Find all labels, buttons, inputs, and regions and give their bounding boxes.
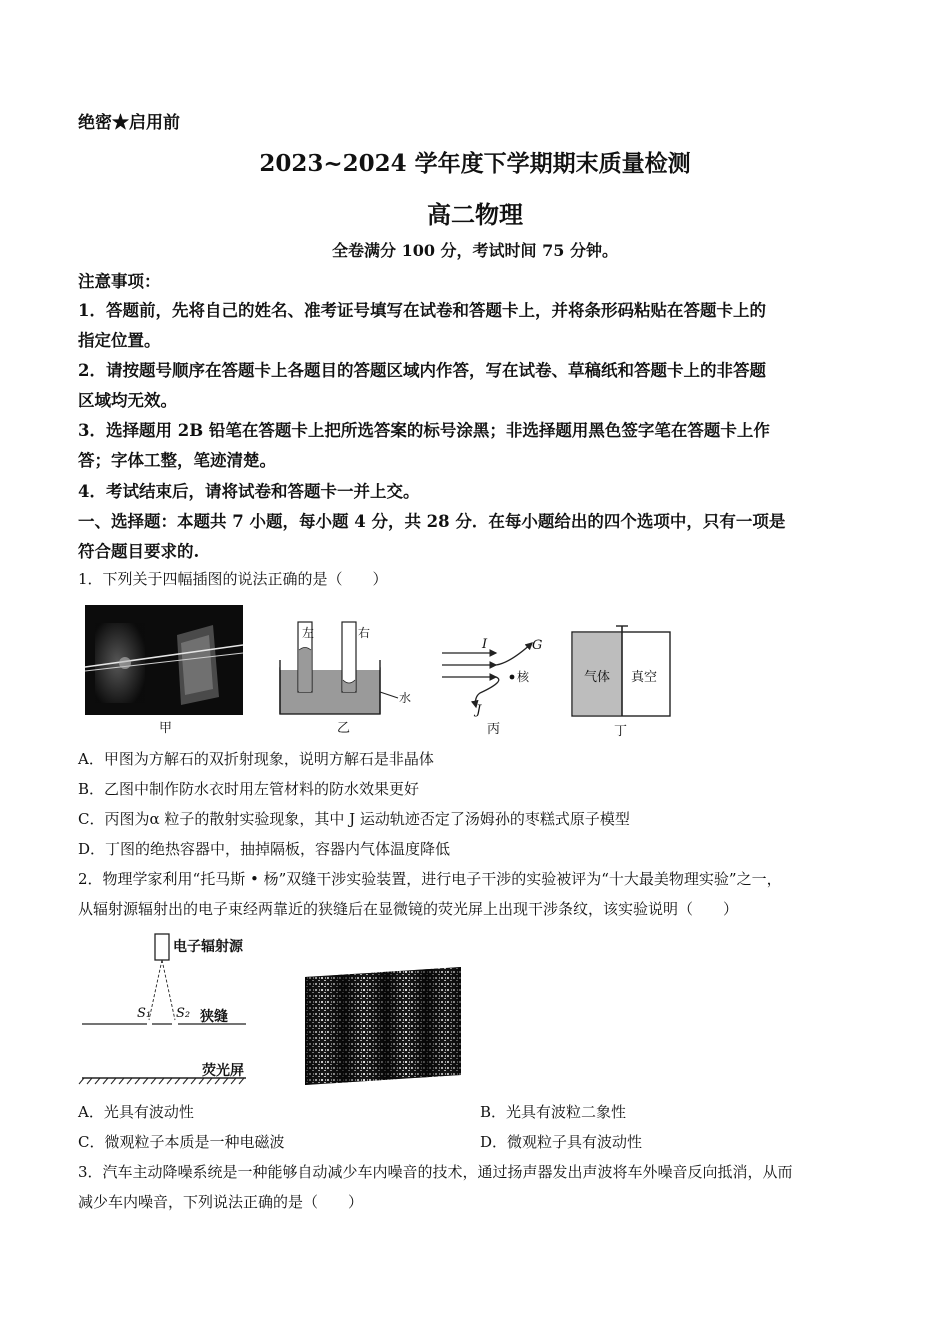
question-1-option-a[interactable]: A．甲图为方解石的双折射现象，说明方解石是非晶体 <box>78 750 434 768</box>
figure-label-G: G <box>532 638 543 653</box>
question-1-option-c[interactable]: C．丙图为α 粒子的散射实验现象，其中 J 运动轨迹否定了汤姆孙的枣糕式原子模型 <box>78 810 630 828</box>
figure-label-gas: 气体 <box>584 670 611 685</box>
notice-line: 3．选择题用 2B 铅笔在答题卡上把所选答案的标号涂黑；非选择题用黑色签字笔在答题卡上作 <box>78 421 770 440</box>
question-2-option-a[interactable]: A．光具有波动性 <box>78 1103 194 1121</box>
question-2-option-c[interactable]: C．微观粒子本质是一种电磁波 <box>78 1133 285 1151</box>
figure-label-I: I <box>482 637 488 652</box>
figure-calcite-photo <box>85 605 243 715</box>
figure-capillary-tubes <box>272 620 412 720</box>
notice-line: 答；字体工整，笔迹清楚。 <box>78 451 276 470</box>
figure-label-J: J <box>476 703 482 718</box>
figure-label-right: 右 <box>358 626 371 640</box>
notice-heading: 注意事项： <box>78 272 161 291</box>
question-3-stem: 3．汽车主动降噪系统是一种能够自动减少车内噪音的技术，通过扬声器发出声波将车外噪音反向抵消，从而 <box>78 1163 793 1181</box>
figure-label-nucleus: 核 <box>517 670 530 684</box>
notice-line: 区域均无效。 <box>78 391 177 410</box>
figure-label-vacuum: 真空 <box>631 670 658 685</box>
question-3-stem: 减少车内噪音，下列说法正确的是（ ） <box>78 1193 364 1211</box>
figure-label-water: 水 <box>399 691 412 705</box>
figure-label-bing: 丙 <box>487 722 501 737</box>
question-2-stem: 从辐射源辐射出的电子束经两靠近的狭缝后在显微镜的荧光屏上出现干涉条纹，该实验说明（ ） <box>78 900 739 918</box>
figure-label-s1: S₁ <box>137 1006 152 1021</box>
figure-label-slit: 狭缝 <box>200 1009 228 1025</box>
section-heading: 符合题目要求的. <box>78 542 200 561</box>
figure-label-jia: 甲 <box>159 721 173 736</box>
question-2-option-d[interactable]: D．微观粒子具有波动性 <box>480 1133 643 1151</box>
section-heading: 一、选择题：本题共 7 小题，每小题 4 分，共 28 分．在每小题给出的四个选项中，只有一项是 <box>78 512 786 531</box>
question-2-option-b[interactable]: B．光具有波粒二象性 <box>480 1103 627 1121</box>
figure-label-electron-source: 电子辐射源 <box>173 939 243 955</box>
figure-label-s2: S₂ <box>176 1006 191 1021</box>
subject-title: 高二物理 <box>427 200 523 229</box>
notice-line: 1．答题前，先将自己的姓名、准考证号填写在试卷和答题卡上，并将条形码粘贴在答题卡上的 <box>78 301 766 320</box>
question-2-stem: 2．物理学家利用“托马斯 • 杨”双缝干涉实验装置，进行电子干涉的实验被评为“十大最美物理实验”之一， <box>78 870 782 888</box>
confidential-mark: 绝密★启用前 <box>78 113 180 133</box>
notice-line: 4．考试结束后，请将试卷和答题卡一并上交。 <box>78 482 420 501</box>
question-1-stem: 1．下列关于四幅插图的说法正确的是（ ） <box>78 570 388 588</box>
figure-label-ding: 丁 <box>614 724 628 739</box>
figure-label-screen: 荧光屏 <box>202 1063 244 1079</box>
notice-line: 2．请按题号顺序在答题卡上各题目的答题区域内作答，写在试卷、草稿纸和答题卡上的非答题 <box>78 361 766 380</box>
question-1-option-d[interactable]: D．丁图的绝热容器中，抽掉隔板，容器内气体温度降低 <box>78 840 451 858</box>
figure-label-yi: 乙 <box>337 721 351 736</box>
exam-title: 2023~2024 学年度下学期期末质量检测 <box>259 150 691 177</box>
exam-info: 全卷满分 100 分，考试时间 75 分钟。 <box>332 241 618 260</box>
figure-label-left: 左 <box>302 626 315 640</box>
figure-interference-pattern <box>303 965 463 1087</box>
notice-line: 指定位置。 <box>78 331 161 350</box>
question-1-option-b[interactable]: B．乙图中制作防水衣时用左管材料的防水效果更好 <box>78 780 420 798</box>
